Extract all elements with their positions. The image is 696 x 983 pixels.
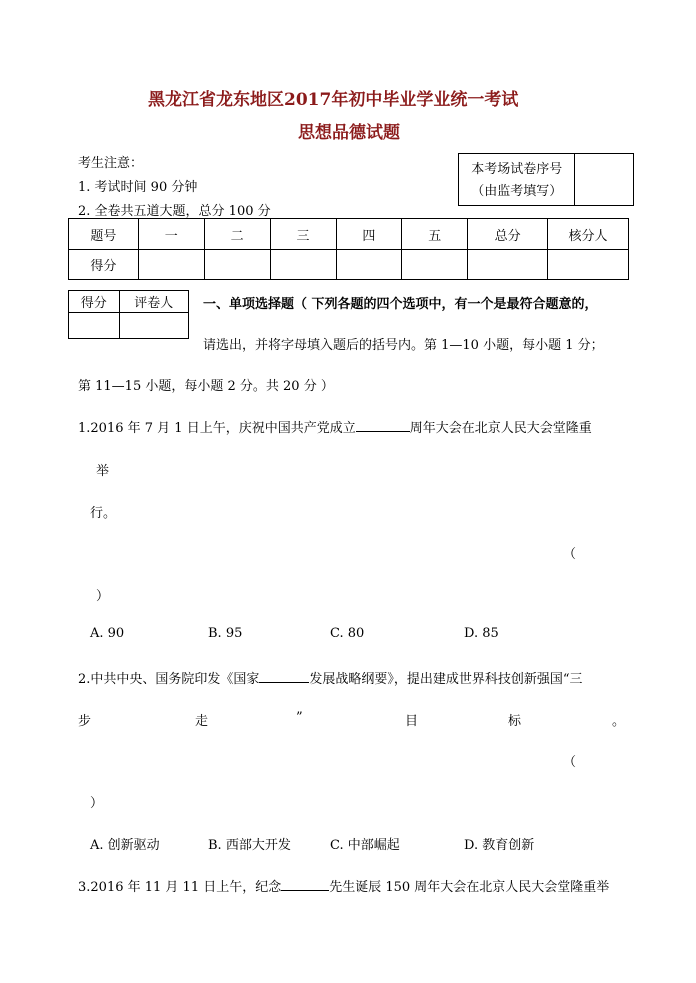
question-1-option-b: B. 95 xyxy=(208,626,243,641)
question-3-blank xyxy=(281,890,329,891)
question-2-spread-6: 。 xyxy=(612,714,626,729)
grader-table xyxy=(68,290,189,339)
score-input-cell[interactable] xyxy=(270,250,336,280)
score-header-cell: 核分人 xyxy=(548,219,629,250)
score-table xyxy=(68,218,629,280)
question-3-text-post: 先生诞辰 150 周年大会在北京人民大会堂隆重举 xyxy=(329,880,610,895)
score-input-cell[interactable] xyxy=(548,250,629,280)
question-1-cont1: 举 xyxy=(96,464,110,479)
section1-line3: 第 11—15 小题，每小题 2 分。共 20 分 ） xyxy=(78,379,334,394)
question-1-blank xyxy=(356,431,410,432)
score-input-cell[interactable] xyxy=(468,250,548,280)
grader-input-cell[interactable] xyxy=(69,313,120,339)
score-header-cell: 总分 xyxy=(468,219,548,250)
seat-number-field[interactable] xyxy=(575,154,634,206)
seat-box-line1: 本考场试卷序号 xyxy=(471,161,563,177)
score-header-cell: 四 xyxy=(336,219,402,250)
question-2-spread-4: 目 xyxy=(405,714,419,729)
notice-heading: 考生注意： xyxy=(78,156,144,171)
question-1-stem xyxy=(78,417,592,436)
exam-title: 黑龙江省龙东地区2017年初中毕业学业统一考试 xyxy=(148,90,519,110)
notice-item-time: 1. 考试时间 90 分钟 xyxy=(78,180,198,195)
question-3-text-pre: 3.2016 年 11 月 11 日上午，纪念 xyxy=(78,880,282,895)
question-1-option-d: D. 85 xyxy=(464,626,499,641)
score-input-cell[interactable] xyxy=(402,250,468,280)
question-2-text-post: 发展战略纲要》，提出建成世界科技创新强国“三 xyxy=(309,672,583,687)
score-header-cell: 五 xyxy=(402,219,468,250)
question-2-spread-5: 标 xyxy=(508,714,522,729)
grader-header-reviewer: 评卷人 xyxy=(119,291,188,313)
seat-box-line2: （由监考填写） xyxy=(471,183,563,199)
question-2-blank xyxy=(259,682,309,683)
question-1-option-a: A. 90 xyxy=(90,626,125,641)
section1-line2: 请选出，并将字母填入题后的括号内。第 1—10 小题，每小题 1 分； xyxy=(203,338,604,353)
score-header-cell: 二 xyxy=(204,219,270,250)
question-1-option-c: C. 80 xyxy=(330,626,365,641)
score-row-label: 得分 xyxy=(69,250,139,280)
question-1-text-post: 周年大会在北京人民大会堂隆重 xyxy=(409,421,592,436)
grader-header-score: 得分 xyxy=(69,291,120,313)
question-2-paren-close: ） xyxy=(90,796,104,811)
question-2-spread-3: ” xyxy=(296,710,303,725)
question-2-spread-1: 步 xyxy=(78,714,92,729)
question-3-stem xyxy=(78,876,609,895)
score-input-cell[interactable] xyxy=(138,250,204,280)
notice-item-score: 2. 全卷共五道大题，总分 100 分 xyxy=(78,204,271,219)
question-2-option-c: C. 中部崛起 xyxy=(330,838,400,853)
question-2-option-b: B. 西部大开发 xyxy=(208,838,291,853)
exam-subject: 思想品德试题 xyxy=(298,123,400,143)
score-header-cell: 一 xyxy=(138,219,204,250)
grader-input-cell[interactable] xyxy=(119,313,188,339)
score-input-cell[interactable] xyxy=(336,250,402,280)
seat-number-box xyxy=(458,153,634,206)
question-2-paren-open: （ xyxy=(563,755,577,770)
question-2-option-a: A. 创新驱动 xyxy=(90,838,160,853)
section1-line1: 一、单项选择题（ 下列各题的四个选项中，有一个是最符合题意的， xyxy=(203,297,598,312)
score-header-cell: 题号 xyxy=(69,219,139,250)
question-1-cont2: 行。 xyxy=(90,506,117,521)
question-2-text-pre: 2.中共中央、国务院印发《国家 xyxy=(78,672,260,687)
question-2-option-d: D. 教育创新 xyxy=(464,838,535,853)
question-2-spread-2: 走 xyxy=(195,714,209,729)
score-header-cell: 三 xyxy=(270,219,336,250)
question-2-stem xyxy=(78,668,583,687)
question-1-paren-close: ） xyxy=(96,589,110,604)
score-input-cell[interactable] xyxy=(204,250,270,280)
question-1-text-pre: 1.2016 年 7 月 1 日上午，庆祝中国共产党成立 xyxy=(78,421,356,436)
question-1-paren-open: （ xyxy=(563,547,577,562)
